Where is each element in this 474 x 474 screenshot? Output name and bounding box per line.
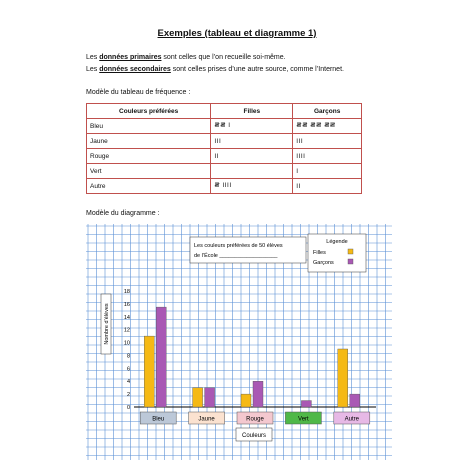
row-label: Rouge [87, 149, 211, 164]
x-axis-label: Couleurs [241, 433, 267, 439]
table-row [87, 149, 362, 164]
table-row [87, 134, 362, 149]
tally-cell [211, 164, 293, 179]
tally-cell: II [293, 179, 362, 194]
tally-cell: I [293, 164, 362, 179]
chart-title-line1: Les couleurs préférées de 50 élèves [194, 243, 283, 249]
chart-title-box [190, 237, 306, 263]
category-label: Autre [344, 416, 359, 423]
bar-garçons [205, 388, 215, 407]
table-caption: Modèle du tableau de fréquence : [86, 89, 191, 96]
table-row [87, 164, 362, 179]
bar-garçons [350, 394, 360, 407]
secondary-data-definition: Les données secondaires sont celles prises d’une autre source, comme l’Internet. [86, 66, 344, 73]
y-tick-label: 0 [126, 405, 130, 411]
legend-title: Légende [326, 239, 348, 245]
tally-cell: 𝍸𝍸 I [211, 119, 293, 134]
header-colors: Couleurs préférées [87, 104, 211, 119]
tally-cell: 𝍸𝍸 𝍸𝍸 𝍸𝍸 [293, 119, 362, 134]
bar-garçons [301, 401, 311, 407]
chart-caption: Modèle du diagramme : [86, 210, 160, 217]
category-label: Jaune [198, 416, 215, 423]
primary-data-term: données primaires [99, 54, 162, 61]
row-label: Bleu [87, 119, 211, 134]
table-row [87, 119, 362, 134]
legend-label-garçons: Garçons [313, 260, 334, 266]
bar-filles [241, 394, 251, 407]
bar-filles [144, 336, 154, 407]
category-label: Bleu [152, 416, 165, 423]
header-girls: Filles [211, 104, 293, 119]
tally-cell: III [211, 134, 293, 149]
table-row [87, 179, 362, 194]
tally-cell: III [293, 134, 362, 149]
y-tick-label: 4 [126, 379, 130, 386]
header-boys: Garçons [293, 104, 362, 119]
table-header-row [87, 104, 362, 119]
y-tick-label: 2 [126, 392, 130, 399]
legend-swatch-garçons [348, 259, 353, 264]
secondary-data-term: données secondaires [99, 66, 171, 73]
category-label: Vert [298, 416, 309, 423]
page-title: Exemples (tableau et diagramme 1) [157, 28, 317, 39]
row-label: Jaune [87, 134, 211, 149]
y-tick-label: 14 [123, 314, 130, 321]
tally-cell: II [211, 149, 293, 164]
legend-swatch-filles [348, 249, 353, 254]
bar-garçons [156, 307, 166, 407]
y-tick-label: 8 [126, 353, 130, 360]
tally-cell: IIII [293, 149, 362, 164]
bar-garçons [253, 381, 263, 407]
row-label: Autre [87, 179, 211, 194]
y-axis-label: Nombre d’élèves [104, 303, 110, 345]
bar-filles [193, 388, 203, 407]
y-tick-label: 12 [123, 327, 130, 334]
bar-filles [338, 349, 348, 407]
bar-chart [86, 224, 392, 460]
y-tick-label: 6 [126, 366, 130, 373]
legend-label-filles: Filles [313, 250, 326, 256]
y-tick-label: 10 [123, 340, 130, 347]
frequency-table [86, 103, 362, 194]
y-tick-label: 18 [123, 289, 130, 295]
category-label: Rouge [246, 416, 264, 423]
tally-cell: 𝍸 IIII [211, 179, 293, 194]
primary-data-definition: Les données primaires sont celles que l’on recueille soi-même. [86, 54, 286, 61]
y-tick-label: 16 [123, 301, 130, 308]
row-label: Vert [87, 164, 211, 179]
chart-title-line2: de l’École ___________________ [194, 253, 278, 259]
